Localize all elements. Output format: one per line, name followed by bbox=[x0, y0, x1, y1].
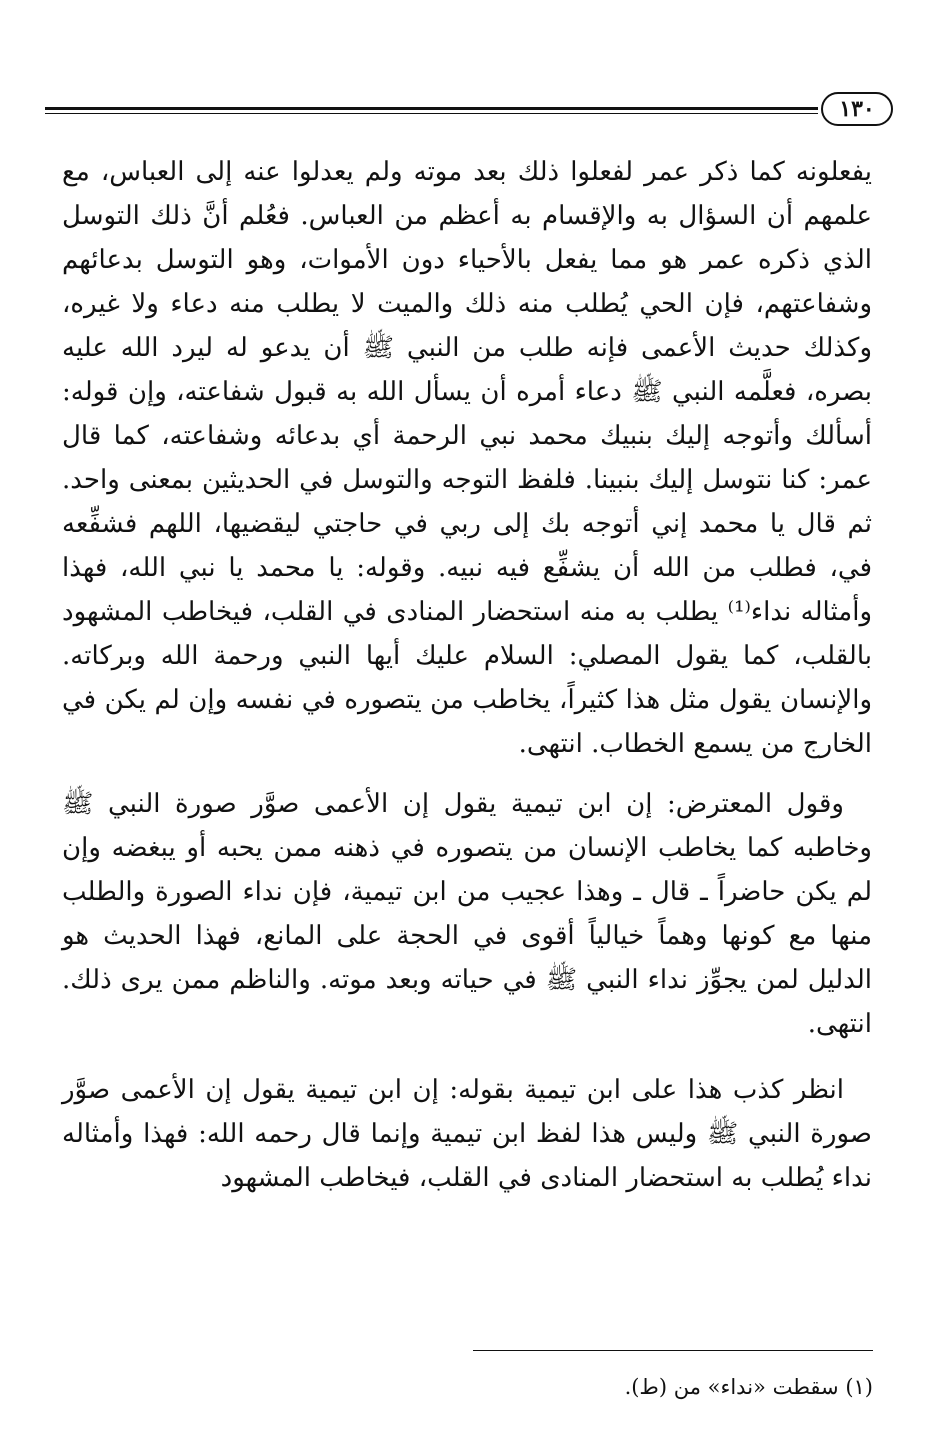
footnote: (١) سقطت «نداء» من (ط). bbox=[624, 1375, 873, 1399]
body-text bbox=[62, 150, 872, 1200]
page-header bbox=[45, 92, 893, 128]
footnote-separator bbox=[473, 1350, 873, 1351]
page-number: ١٣٠ bbox=[821, 92, 893, 126]
paragraph-2: وقول المعترض: إن ابن تيمية يقول إن الأعمى صوَّر صورة النبي ﷺ وخاطبه كما يخاطب الإنسان من يتصوره في ذهنه ممن يحبه أو يبغضه وإن لم يكن حاضراً ـ قال ـ وهذا عجيب من ابن تيمية، فإن نداء الصورة والطلب منها مع كونها وهماً خيالياً أقوى في الحجة على المانع، فهذا الحديث هو الدليل لمن يجوِّز نداء النبي ﷺ في حياته وبعد موته. والناظم ممن يرى ذلك. انتهى. bbox=[62, 789, 872, 1039]
paragraph-3: انظر كذب هذا على ابن تيمية بقوله: إن ابن تيمية يقول إن الأعمى صوَّر صورة النبي ﷺ وليس هذا لفظ ابن تيمية وإنما قال رحمه الله: فهذا وأمثاله نداء يُطلب به استحضار المنادى في القلب، فيخاطب المشهود bbox=[62, 1075, 872, 1193]
paragraph-1: يفعلونه كما ذكر عمر لفعلوا ذلك بعد موته ولم يعدلوا عنه إلى العباس، مع علمهم أن السؤال به والإقسام به أعظم من العباس. فعُلم أنَّ ذلك التوسل الذي ذكره عمر هو مما يفعل بالأحياء دون الأموات، وهو التوسل بدعائهم وشفاعتهم، فإن الحي يُطلب منه ذلك والميت لا يطلب منه دعاء ولا غيره، وكذلك حديث الأعمى فإنه طلب من النبي ﷺ أن يدعو له ليرد الله عليه بصره، فعلَّمه النبي ﷺ دعاء أمره أن يسأل الله به قبول شفاعته، وإن قوله: أسألك وأتوجه إليك بنبيك محمد نبي الرحمة أي بدعائه وشفاعته، كما قال عمر: كنا نتوسل إليك بنبينا. فلفظ التوجه والتوسل في الحديثين بمعنى واحد. ثم قال يا محمد إني أتوجه بك إلى ربي في حاجتي ليقضيها، اللهم فشفِّعه في، فطلب من الله أن يشفِّع فيه نبيه. وقوله: يا محمد يا نبي الله، فهذا وأمثاله نداء⁽¹⁾ يطلب به منه استحضار المنادى في القلب، فيخاطب المشهود بالقلب، كما يقول المصلي: السلام عليك أيها النبي ورحمة الله وبركاته. والإنسان يقول مثل هذا كثيراً، يخاطب من يتصوره في نفسه وإن لم يكن في الخارج من يسمع الخطاب. انتهى. bbox=[62, 157, 873, 759]
header-rule bbox=[45, 107, 818, 110]
header-rule-thin bbox=[45, 113, 818, 114]
